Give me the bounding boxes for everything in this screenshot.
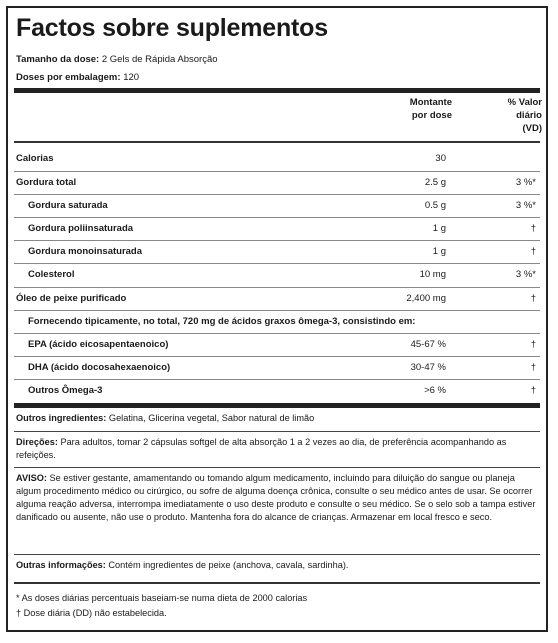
footnote: † Dose diária (DD) não estabelecida. <box>16 608 167 618</box>
nutrient-row: Gordura saturada 0.5 g 3 %* <box>14 194 540 218</box>
nutrient-row: DHA (ácido docosahexaenoico) 30-47 % † <box>14 356 540 380</box>
footnote: * As doses diárias percentuais baseiam-se numa dieta de 2000 calorias <box>16 593 308 603</box>
supplement-facts-panel <box>6 6 548 632</box>
panel-title: Factos sobre suplementos <box>16 14 328 42</box>
divider <box>14 467 540 468</box>
nutrient-row: Colesterol 10 mg 3 %* <box>14 263 540 287</box>
nutrient-row: Calorias 30 <box>16 153 446 164</box>
servings-per-container <box>16 72 139 83</box>
thick-divider <box>14 403 540 408</box>
header-divider <box>14 141 540 143</box>
servings-per-label: Doses por embalagem: <box>16 72 121 83</box>
nutrient-row: Outros Ômega-3 >6 % † <box>14 379 540 403</box>
dv-header: % Valor diário (VD) <box>507 97 542 134</box>
directions: Direções: Para adultos, tomar 2 cápsulas softgel de alta absorção 1 a 2 vezes ao dia, de preferência acompanhando as refeições. <box>16 437 507 460</box>
nutrient-row: Gordura total 2.5 g 3 %* <box>14 171 540 195</box>
divider <box>14 554 540 555</box>
warning: AVISO: Se estiver gestante, amamentando ou tomando algum medicamento, incluindo para diluição do sangue ou planeja algum procedimento médico ou cirúrgico, ou sofre de alguma doença crônica, consulte o seu médico antes de usar. Se ocorrer alguma reação adversa, interrompa imediatamente o uso deste produto e consulte o seu médico. Se o selo sob a tampa estiver danificado ou ausente, não use o produto. Mantenha fora do alcance de crianças. Armazenar em local fresco e seco. <box>16 473 536 522</box>
serving-size-value: 2 Gels de Rápida Absorção <box>101 54 218 65</box>
other-ingredients: Outros ingredientes: Gelatina, Glicerina vegetal, Sabor natural de limão <box>16 413 315 423</box>
thick-divider <box>14 88 540 93</box>
nutrient-row: EPA (ácido eicosapentaenoico) 45-67 % † <box>14 333 540 357</box>
serving-size <box>16 54 218 65</box>
nutrient-row: Óleo de peixe purificado 2,400 mg † <box>14 287 540 311</box>
nutrient-row: Gordura poliinsaturada 1 g † <box>14 217 540 241</box>
divider <box>14 431 540 432</box>
divider <box>14 582 540 584</box>
serving-size-label: Tamanho da dose: <box>16 54 100 65</box>
other-info: Outras informações: Contém ingredientes de peixe (anchova, cavala, sardinha). <box>16 560 349 570</box>
servings-per-value: 120 <box>123 72 140 83</box>
nutrient-row: Fornecendo tipicamente, no total, 720 mg de ácidos graxos ômega-3, consistindo em: <box>14 310 540 334</box>
amount-header: Montante por dose <box>409 97 452 121</box>
nutrient-row: Gordura monoinsaturada 1 g † <box>14 240 540 264</box>
